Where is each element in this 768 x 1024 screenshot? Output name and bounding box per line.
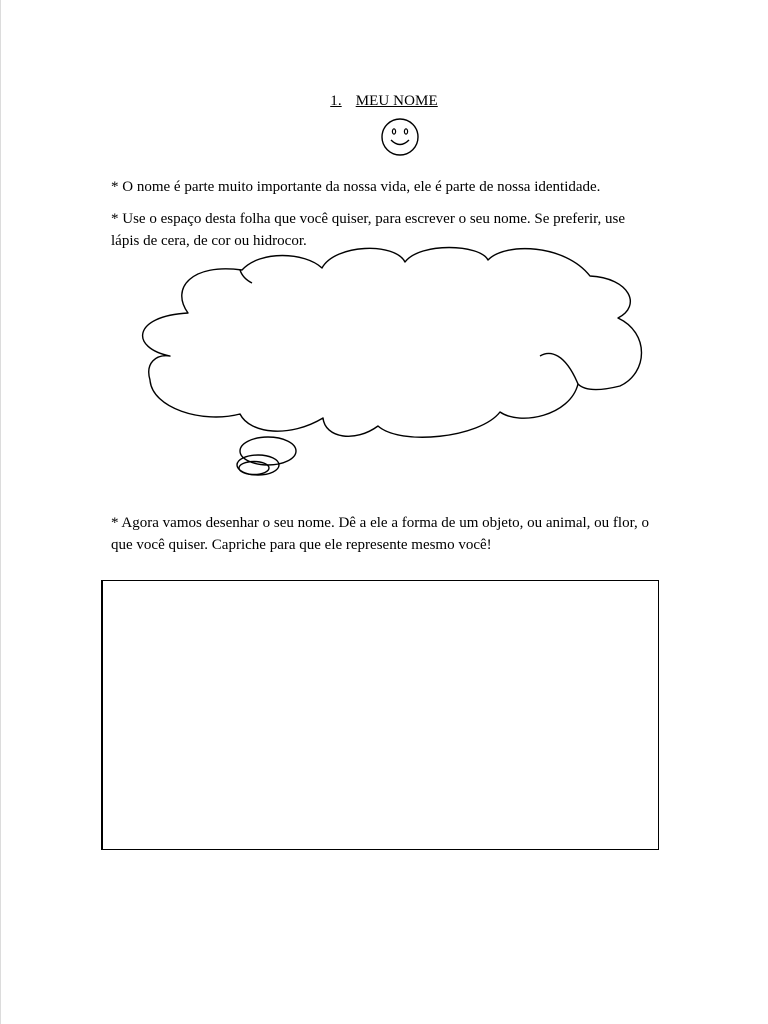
paragraph-identity: * O nome é parte muito importante da nossa vida, ele é parte de nossa identidade. bbox=[111, 179, 601, 195]
thought-cloud-icon bbox=[130, 238, 660, 483]
smiley-face-icon bbox=[380, 117, 420, 157]
section-title-text: MEU NOME bbox=[355, 93, 438, 109]
drawing-area[interactable] bbox=[101, 580, 659, 850]
page-edge bbox=[0, 0, 1, 1024]
section-title bbox=[0, 92, 768, 110]
paragraph-draw-name: * Agora vamos desenhar o seu nome. Dê a ele a forma de um objeto, ou animal, ou flor, o que você quiser. Capriche para que ele represente mesmo você! bbox=[111, 515, 649, 553]
paragraph-instructions: * Use o espaço desta folha que você quiser, para escrever o seu nome. Se preferir, use lápis de cera, de cor ou hidrocor. bbox=[111, 211, 626, 249]
section-number: 1. bbox=[330, 93, 342, 109]
